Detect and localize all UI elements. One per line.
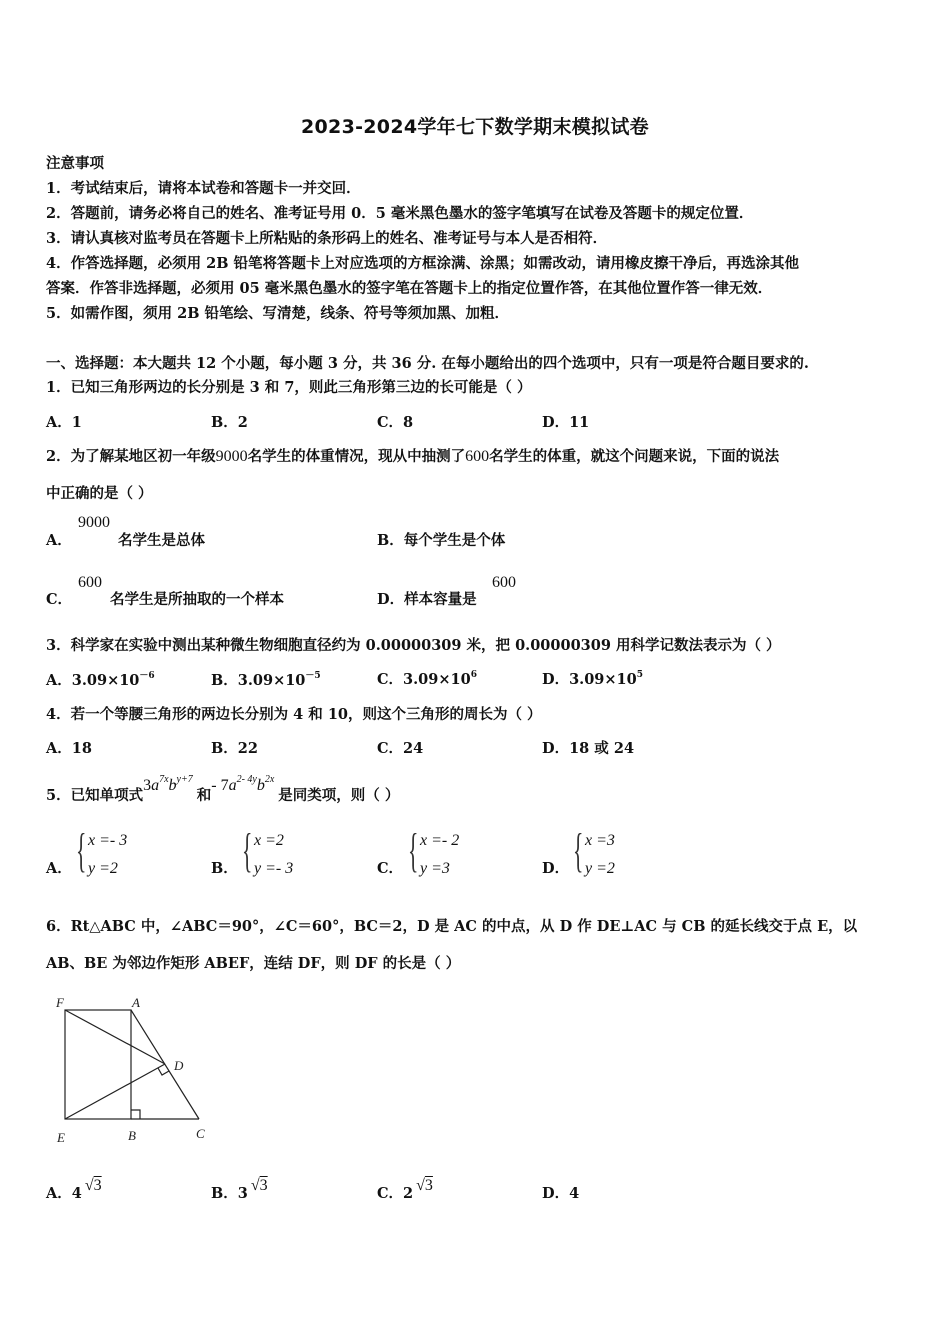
q3-option-d-base: D．3.09×10 — [542, 671, 637, 688]
q3-option-a — [46, 668, 155, 690]
q3-option-a-exp: －6 — [139, 671, 155, 681]
segment-ed — [65, 1064, 165, 1119]
q5-option-c-eq2: y =3 — [420, 860, 450, 877]
question-2-line2: 中正确的是（ ） — [46, 485, 153, 502]
q1-option-a: A．1 — [46, 414, 82, 431]
q3-option-b-exp: －5 — [305, 671, 321, 681]
q3-option-b-base: B．3.09×10 — [211, 672, 306, 689]
q5-option-d-eq2: y =2 — [585, 860, 615, 877]
q5-monomial-1-a: a — [151, 777, 160, 794]
q6-option-b-sqrt: √3 — [250, 1177, 268, 1194]
q4-option-c: C．24 — [377, 740, 424, 757]
q6-option-b-radicand: 3 — [259, 1177, 268, 1194]
q6-option-b — [211, 1177, 268, 1203]
question-6-line2: AB、BE 为邻边作矩形 ABEF，连结 DF，则 DF 的长是（ ） — [46, 955, 461, 972]
q2-option-a-num: 9000 — [78, 514, 110, 531]
q6-option-a — [46, 1177, 102, 1203]
q3-option-b — [211, 668, 321, 690]
q5-option-d-label: D． — [542, 860, 570, 877]
question-5 — [46, 774, 400, 805]
q2-option-c-num: 600 — [78, 574, 102, 591]
q5-option-b-eq2: y =- 3 — [254, 860, 294, 877]
q2-num-600: 600 — [465, 448, 490, 465]
q1-option-d: D．11 — [542, 414, 590, 431]
q4-option-b: B．22 — [211, 740, 258, 757]
q5-option-a-eq2: y =2 — [88, 860, 118, 877]
notes-heading: 注意事项 — [46, 155, 104, 172]
question-3: 3．科学家在实验中测出某种微生物细胞直径约为 0.00000309 米，把 0.00000309 用科学记数法表示为（ ） — [46, 637, 781, 654]
q4-option-a: A．18 — [46, 740, 92, 757]
question-6-line1: 6．Rt△ABC 中，∠ABC＝90°，∠C＝60°，BC＝2，D 是 AC 的中点，从 D 作 DE⊥AC 与 CB 的延长线交于点 E，以 — [46, 918, 858, 935]
q5-monomial-1-coef: 3 — [143, 777, 152, 794]
q1-option-c: C．8 — [377, 414, 414, 431]
q5-monomial-1-b-exp: y+7 — [176, 774, 193, 785]
q2-option-a-label: A． — [46, 532, 72, 549]
question-1: 1．已知三角形两边的长分别是 3 和 7，则此三角形第三边的长可能是（ ） — [46, 379, 532, 396]
q2-num-9000: 9000 — [215, 448, 248, 465]
q3-option-a-base: A．3.09×10 — [46, 672, 140, 689]
q5-monomial-2-b: b — [256, 777, 265, 794]
q5-option-d-eq1: x =3 — [585, 832, 615, 849]
q2-text-c: 名学生的体重，就这个问题来说，下面的说法 — [489, 448, 780, 465]
notes-item-1: 1．考试结束后，请将本试卷和答题卡一并交回． — [46, 180, 361, 197]
q3-option-c — [377, 668, 477, 689]
q3-option-d-exp: 5 — [636, 670, 643, 680]
notes-item-4: 4．作答选择题，必须用 2B 铅笔将答题卡上对应选项的方框涂满、涂黑；如需改动，请用橡皮擦干净后，再选涂其他 — [46, 255, 800, 272]
q6-option-a-label: A．4 — [46, 1185, 82, 1202]
label-e: E — [57, 1130, 65, 1145]
notes-item-3: 3．请认真核对监考员在答题卡上所粘贴的条形码上的姓名、准考证号与本人是否相符． — [46, 230, 608, 247]
notes-item-5: 5．如需作图，须用 2B 铅笔绘、写清楚，线条、符号等须加黑、加粗． — [46, 305, 510, 322]
q5-option-d-brace: { — [573, 824, 584, 877]
q5-option-c-brace: { — [408, 824, 419, 877]
q5-option-d-system — [585, 827, 615, 883]
q5-monomial-2-b-exp: 2x — [264, 774, 275, 785]
q5-option-b-system — [254, 827, 293, 883]
q5-monomial-1-a-exp: 7x — [159, 774, 169, 785]
q6-option-c-sqrt: √3 — [416, 1177, 433, 1194]
q5-prefix: 5．已知单项式 — [46, 787, 144, 804]
q6-option-b-label: B．3 — [211, 1185, 248, 1202]
label-b: B — [128, 1128, 136, 1143]
q5-monomial-2-coef: - 7 — [211, 777, 229, 794]
q6-option-a-sqrt: √3 — [84, 1177, 102, 1194]
q2-option-b: B．每个学生是个体 — [377, 532, 506, 549]
q6-option-d: D．4 — [542, 1185, 580, 1202]
q5-option-a-label: A． — [46, 860, 72, 877]
notes-item-2: 2．答题前，请务必将自己的姓名、准考证号用 0．5 毫米黑色墨水的签字笔填写在试卷及答题卡的规定位置． — [46, 205, 754, 222]
label-d: D — [174, 1058, 184, 1073]
q2-option-c-text: 名学生是所抽取的一个样本 — [110, 591, 284, 608]
q6-option-c-radicand: 3 — [424, 1177, 433, 1194]
segment-fd — [65, 1010, 165, 1064]
q5-option-b-eq1: x =2 — [254, 832, 284, 849]
rectangle-abef — [65, 1010, 131, 1119]
q6-option-c-label: C．2 — [377, 1185, 414, 1202]
q5-suffix: 是同类项，则（ ） — [278, 787, 400, 804]
q2-option-a-text: 名学生是总体 — [118, 532, 205, 549]
label-a: A — [132, 995, 140, 1010]
q5-monomial-2-a: a — [228, 777, 237, 794]
q2-option-c-label: C． — [46, 591, 73, 608]
q3-option-c-exp: 6 — [470, 670, 477, 680]
q6-option-c — [377, 1177, 433, 1203]
page-title: 2023-2024学年七下数学期末模拟试卷 — [301, 116, 649, 138]
q5-monomial-2-a-exp: 2- 4y — [236, 774, 257, 785]
q5-option-a-system — [88, 827, 127, 883]
label-c: C — [196, 1126, 205, 1141]
label-f: F — [56, 995, 64, 1010]
question-4: 4．若一个等腰三角形的两边长分别为 4 和 10，则这个三角形的周长为（ ） — [46, 706, 542, 723]
q2-text-a: 2．为了解某地区初一年级 — [46, 448, 216, 465]
q2-option-d-text: D．样本容量是 — [377, 591, 477, 608]
q1-option-b: B．2 — [211, 414, 248, 431]
q5-option-b-brace: { — [242, 824, 253, 877]
q5-option-b-label: B． — [211, 860, 238, 877]
q6-option-a-radicand: 3 — [93, 1177, 102, 1194]
right-angle-mark-b — [131, 1110, 140, 1119]
q5-monomial-1-b: b — [168, 777, 177, 794]
q5-option-c-eq1: x =- 2 — [420, 832, 460, 849]
geometry-figure — [40, 990, 220, 1148]
q3-option-c-base: C．3.09×10 — [377, 671, 471, 688]
q5-and: 和 — [196, 787, 212, 804]
q3-option-d — [542, 668, 643, 689]
q5-option-a-brace: { — [76, 824, 87, 877]
notes-item-4-cont: 答案．作答非选择题，必须用 05 毫米黑色墨水的签字笔在答题卡上的指定位置作答，在其他位置作答一律无效． — [46, 280, 773, 297]
q5-option-a-eq1: x =- 3 — [88, 832, 128, 849]
q4-option-d: D．18 或 24 — [542, 740, 635, 757]
section-heading: 一、选择题：本大题共 12 个小题，每小题 3 分，共 36 分. 在每小题给出的四个选项中，只有一项是符合题目要求的. — [46, 355, 809, 372]
q2-option-d-num: 600 — [492, 574, 516, 591]
question-2-line1 — [46, 445, 779, 466]
q5-option-c-label: C． — [377, 860, 404, 877]
q2-text-b: 名学生的体重情况，现从中抽测了 — [247, 448, 466, 465]
q5-option-c-system — [420, 827, 459, 883]
